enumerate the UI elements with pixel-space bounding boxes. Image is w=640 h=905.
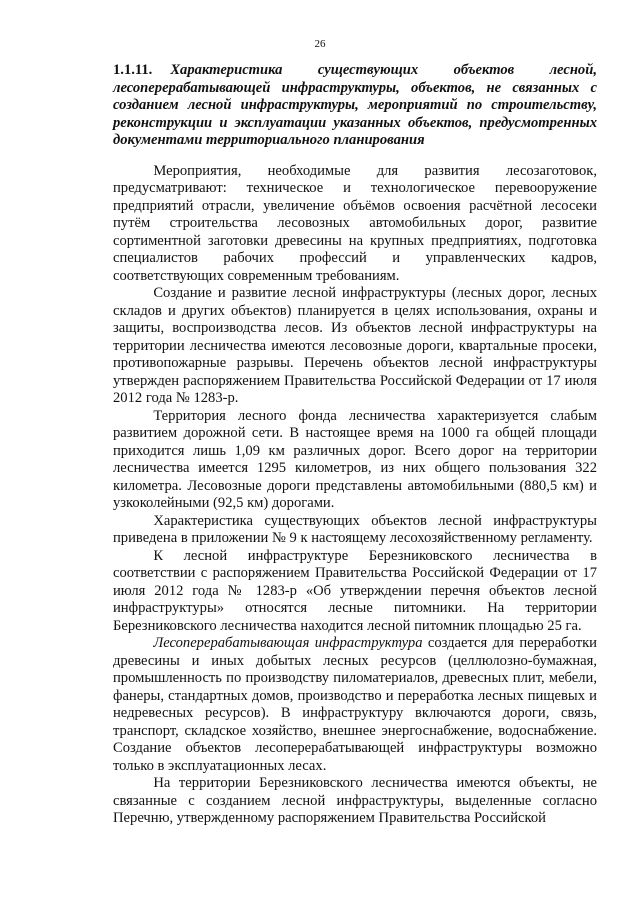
section-number: 1.1.11. (113, 62, 153, 78)
paragraph-processing-infrastructure (113, 635, 597, 775)
document-body (113, 62, 597, 828)
paragraph-forest-infrastructure: Создание и развитие лесной инфраструктуры (лесных дорог, лесных складов и других объектов) планируется в целях использования, охраны и защиты, воспроизводства лесов. Из объектов лесной инфраструктуры на территории лесничества имеются лесовозные дороги, квартальные просеки, противопожарные разрывы. Перечень объектов лесной инфраструктуры утвержден распоряжением Правительства Российской Федерации от 17 июля 2012 года № 1283-р. (113, 285, 597, 406)
paragraph-road-network: Территория лесного фонда лесничества характеризуется слабым развитием дорожной сети. В настоящее время на 1000 га общей площади приходится лишь 1,09 км различных дорог. Всего дорог на территории лесничества имеется 1295 километров, из них общего пользования 322 километра. Лесовозные дороги представлены автомобильными (880,5 км) и узкоколейными (92,5 км) дорогами. (113, 407, 597, 511)
paragraph-appendix-reference: Характеристика существующих объектов лесной инфраструктуры приведена в приложении № 9 к настоящему лесохозяйственному регламенту. (113, 512, 597, 546)
section-heading (113, 62, 597, 150)
paragraph-forest-nursery: К лесной инфраструктуре Березниковского лесничества в соответствии с распоряжением Правительства Российской Федерации от 17 июля 2012 года № 1283-р «Об утверждении перечня объектов лесной инфраструктуры» относятся лесные питомники. На территории Березниковского лесничества находится лесной питомник площадью 25 га. (113, 547, 597, 634)
paragraph-non-infrastructure-objects: На территории Березниковского лесничества имеются объекты, не связанные с созданием лесной инфраструктуры, выделенные согласно Перечню, утвержденному распоряжением Правительства Российской (113, 775, 597, 826)
section-title: Характеристика существующих объектов лесной, лесоперерабатывающей инфраструктуры, объектов, не связанных с созданием лесной инфраструктуры, мероприятий по строительству, реконструкции и эксплуатации указанных объектов, предусмотренных документами территориального планирования (113, 62, 597, 148)
page-number: 26 (314, 38, 326, 50)
processing-infrastructure-term: Лесоперерабатывающая инфраструктура (153, 635, 423, 651)
processing-infrastructure-text: создается для переработки древесины и иных добытых лесных ресурсов (целлюлозно-бумажная, промышленность по производству пиломатериалов, древесных плит, мебели, фанеры, стандартных домов, производство и переработка лесных пищевых и недревесных ресурсов). В инфраструктуру включаются дороги, связь, транспорт, складское хозяйство, внешнее энергоснабжение, водоснабжение. Создание объектов лесоперерабатывающей инфраструктуры возможно только в эксплуатационных лесах. (113, 635, 597, 774)
paragraph-logging-development: Мероприятия, необходимые для развития лесозаготовок, предусматривают: техническое и технологическое перевооружение предприятий отрасли, увеличение объёмов освоения расчётной лесосеки путём строительства лесовозных автомобильных дорог, развитие сортиментной заготовки древесины на крупных предприятиях, подготовка специалистов рабочих профессий и управленческих кадров, соответствующих современным требованиям. (113, 162, 597, 284)
